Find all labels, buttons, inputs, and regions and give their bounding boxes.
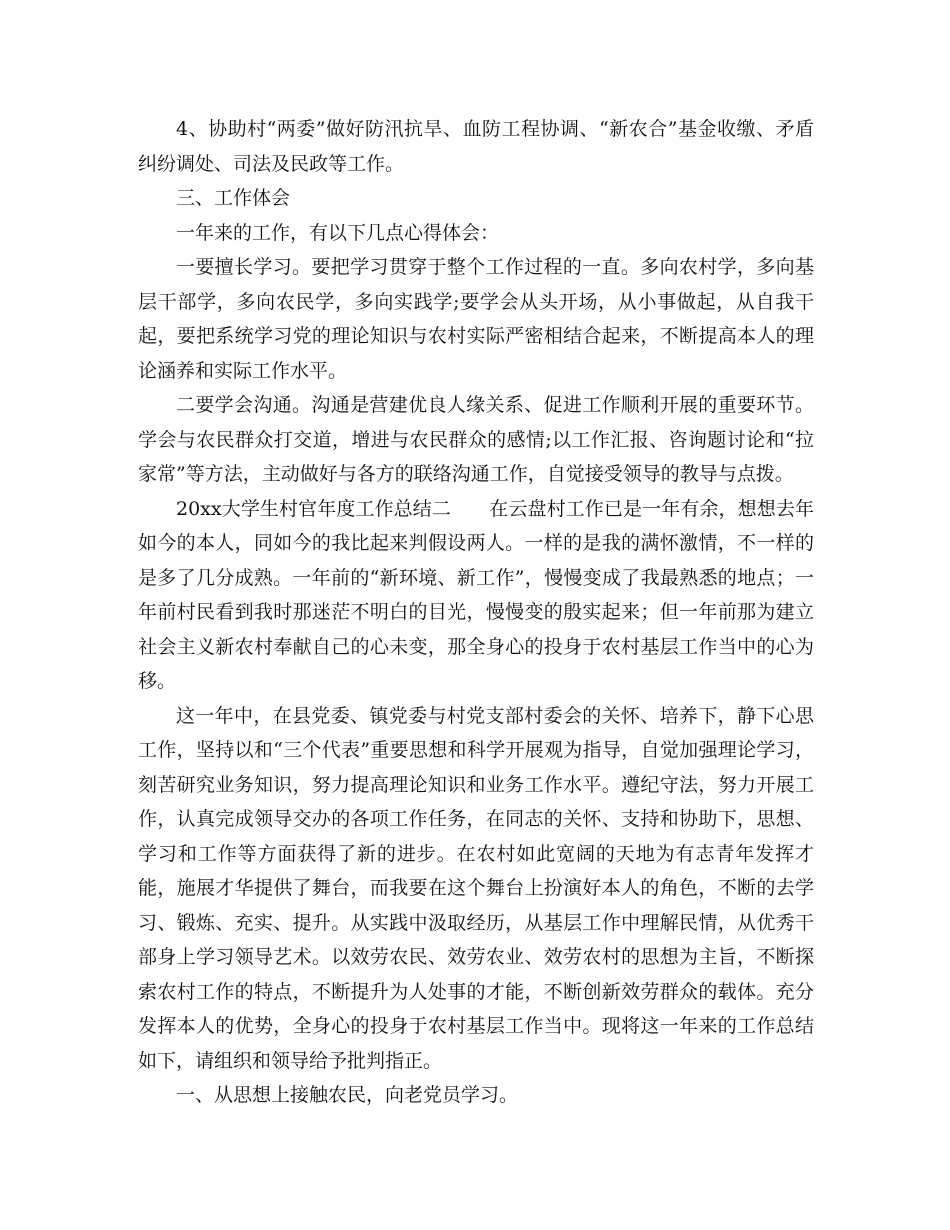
section-heading-work-experience: 三、工作体会 — [176, 187, 291, 209]
paragraph-learning: 一要擅长学习。要把学习贯穿于整个工作过程的一直。多向农村学，多向基层干部学，多向农民学，多向实践学;要学会从头开场，从小事做起，从自我干起，要把系统学习党的理论知识与农村实际严密相结合起来，不断提高本人的理论涵养和实际工作水平。 — [138, 256, 814, 382]
paragraph-summary-two: 20xx大学生村官年度工作总结二 在云盘村工作已是一年有余，想想去年如今的本人，同如今的我比起来判假设两人。一样的是我的满怀激情，不一样的是多了几分成熟。一年前的“新环境、新工作”，慢慢变成了我最熟悉的地点；一年前村民看到我时那迷茫不明白的目光，慢慢变的殷实起来；但一年前那为建立社会主义新农村奉献自己的心未变，那全身心的投身于农村基层工作当中的心为移。 — [138, 497, 814, 692]
section-heading-thought: 一、从思想上接触农民，向老党员学习。 — [176, 1084, 519, 1106]
paragraph-this-year: 这一年中，在县党委、镇党委与村党支部村委会的关怀、培养下，静下心思工作，坚持以和“三个代表”重要思想和科学开展观为指导，自觉加强理论学习，刻苦研究业务知识，努力提高理论知识和业务工作水平。遵纪守法，努力开展工作，认真完成领导交办的各项工作任务，在同志的关怀、支持和协助下，思想、学习和工作等方面获得了新的进步。在农村如此宽阔的天地为有志青年发挥才能，施展才华提供了舞台，而我要在这个舞台上扮演好本人的角色，不断的去学习、锻炼、充实、提升。从实践中汲取经历，从基层工作中理解民情，从优秀干部身上学习领导艺术。以效劳农民、效劳农业、效劳农村的思想为主旨，不断探索农村工作的特点，不断提升为人处事的才能，不断创新效劳群众的载体。充分发挥本人的优势，全身心的投身于农村基层工作当中。现将这一年来的工作总结如下，请组织和领导给予批判指正。 — [138, 704, 814, 1072]
paragraph-communication: 二要学会沟通。沟通是营建优良人缘关系、促进工作顺利开展的重要环节。学会与农民群众打交道，增进与农民群众的感情;以工作汇报、咨询题讨论和“拉家常”等方法，主动做好与各方的联络沟通工作，自觉接受领导的教导与点拨。 — [138, 394, 814, 485]
paragraph-intro-experience: 一年来的工作，有以下几点心得体会： — [176, 221, 500, 244]
document-body — [138, 112, 814, 1113]
paragraph-item-4: 4、协助村“两委”做好防汛抗旱、血防工程协调、“新农合”基金收缴、矛盾纠纷调处、司法及民政等工作。 — [138, 118, 814, 175]
